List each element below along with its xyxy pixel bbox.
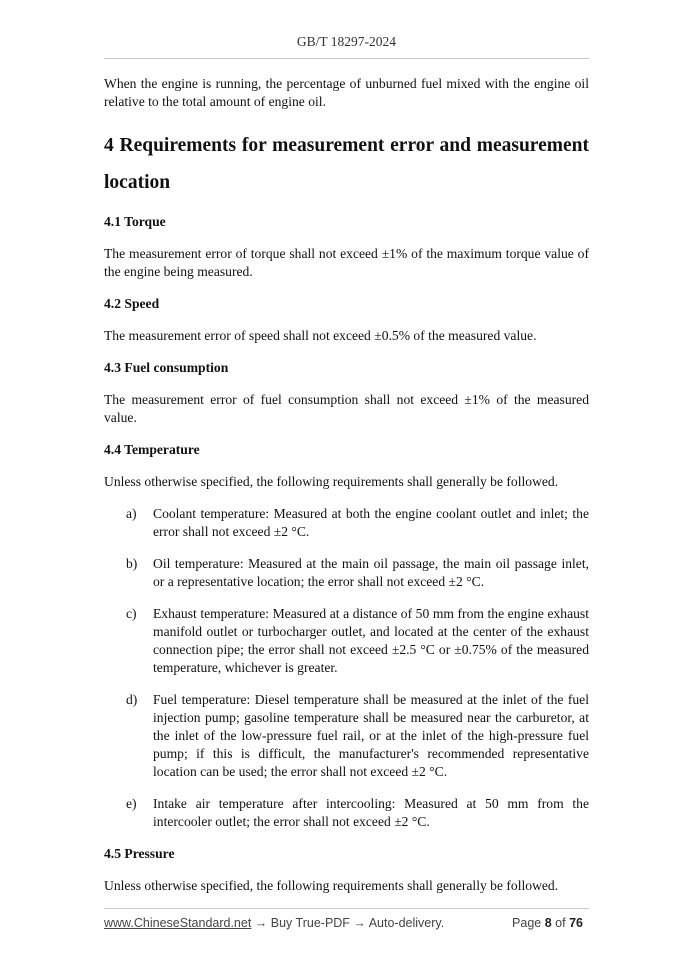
current-page-number: 8 (544, 916, 552, 930)
section-4-heading: 4 Requirements for measurement error and measurement location (104, 135, 589, 193)
list-item-text: Oil temperature: Measured at the main oil passage, the main oil passage inlet, or a representative location; the error shall not exceed ±2 °C. (153, 556, 589, 589)
footer-divider (104, 908, 589, 909)
section-4-4-heading: 4.4 Temperature (104, 442, 200, 457)
list-item (126, 795, 589, 831)
list-marker: b) (126, 556, 138, 571)
list-marker: c) (126, 606, 137, 621)
section-4-4-intro: Unless otherwise specified, the following requirements shall generally be followed. (104, 474, 559, 489)
list-item (126, 691, 589, 781)
section-4-5-heading: 4.5 Pressure (104, 846, 175, 861)
list-marker: d) (126, 692, 138, 707)
list-item-text: Fuel temperature: Diesel temperature shall be measured at the inlet of the fuel injection pump; gasoline temperature shall be measured near the carburetor, at the inlet of the low-pressure fuel rail, or at the inlet of the high-pressure fuel pump; if this is difficult, the manufacturer's recommended representative location can be used; the error shall not exceed ±2 °C. (153, 692, 589, 779)
section-4-1-text: The measurement error of torque shall not exceed ±1% of the maximum torque value of the engine being measured. (104, 246, 589, 279)
list-marker: a) (126, 506, 137, 521)
total-pages-number: 76 (569, 916, 583, 930)
header-divider (104, 58, 589, 59)
list-item (126, 505, 589, 541)
footer-promo (104, 916, 444, 930)
list-item (126, 605, 589, 677)
intro-paragraph: When the engine is running, the percentage of unburned fuel mixed with the engine oil relative to the total amount of engine oil. (104, 76, 589, 109)
page-label: Page (512, 916, 542, 930)
footer-promo-text: → Buy True-PDF → Auto-delivery. (251, 916, 445, 930)
section-4-5-intro: Unless otherwise specified, the following requirements shall generally be followed. (104, 878, 559, 893)
list-item-text: Coolant temperature: Measured at both the engine coolant outlet and inlet; the error shall not exceed ±2 °C. (153, 506, 589, 539)
page-number (512, 916, 583, 930)
section-4-1-heading: 4.1 Torque (104, 214, 166, 229)
list-marker: e) (126, 796, 137, 811)
document-header-title: GB/T 18297-2024 (296, 34, 397, 49)
list-item-text: Exhaust temperature: Measured at a distance of 50 mm from the engine exhaust manifold outlet or turbocharger outlet, and located at the center of the exhaust connection pipe; the error shall not exceed ±2.5 °C or ±0.75% of the measured temperature, whichever is greater. (153, 606, 589, 675)
section-4-2-text: The measurement error of speed shall not exceed ±0.5% of the measured value. (104, 328, 537, 343)
list-item (126, 555, 589, 591)
temperature-requirements-list (104, 505, 589, 831)
section-4-3-heading: 4.3 Fuel consumption (104, 360, 229, 375)
list-item-text: Intake air temperature after intercooling: Measured at 50 mm from the intercooler outlet; the error shall not exceed ±2 °C. (153, 796, 589, 829)
website-link[interactable]: www.ChineseStandard.net (104, 916, 252, 930)
section-4-3-text: The measurement error of fuel consumption shall not exceed ±1% of the measured value. (104, 392, 589, 425)
page-of-label: of (555, 916, 566, 930)
page-content (104, 75, 589, 895)
section-4-2-heading: 4.2 Speed (104, 296, 160, 311)
